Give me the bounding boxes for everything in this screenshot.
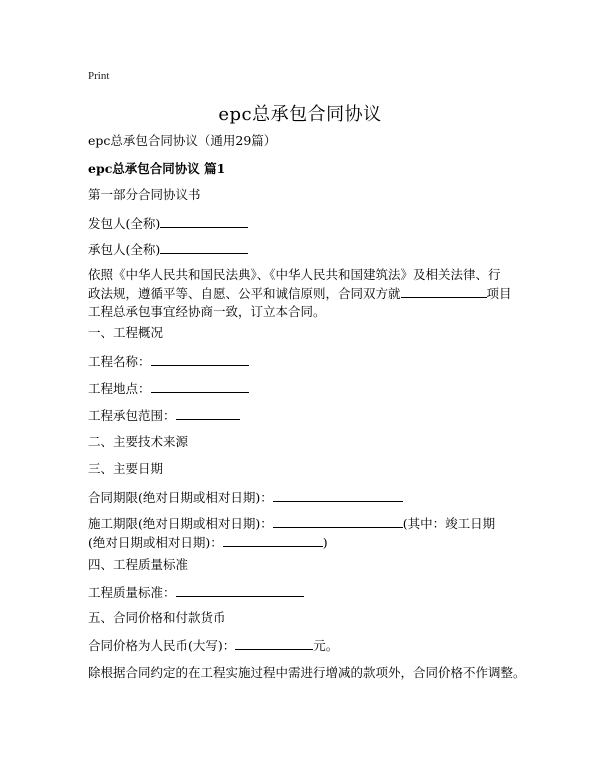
section-4-heading: 四、工程质量标准	[88, 557, 189, 572]
contract-price-line	[88, 636, 338, 655]
contract-period-line	[88, 488, 403, 507]
section-2-heading: 二、主要技术来源	[88, 434, 189, 449]
quality-standard-blank	[176, 583, 304, 597]
contractor-line	[88, 240, 248, 259]
contract-price-label: 合同价格为人民币(大写)：	[88, 638, 236, 653]
contract-period-label: 合同期限(绝对日期或相对日期)：	[88, 490, 273, 505]
contract-price-unit: 元。	[313, 638, 339, 653]
contractor-blank	[160, 240, 248, 254]
part-one-heading: 第一部分合同协议书	[88, 187, 201, 202]
intro-paragraph	[88, 266, 512, 321]
project-scope-label: 工程承包范围：	[88, 408, 176, 423]
project-name-line	[88, 352, 249, 371]
construction-period-paragraph	[88, 514, 512, 552]
construction-period-label: 施工期限(绝对日期或相对日期)：	[88, 516, 273, 531]
employer-blank	[160, 214, 248, 228]
section-1-heading: 一、工程概况	[88, 325, 164, 340]
employer-line	[88, 214, 248, 233]
project-scope-line	[88, 406, 240, 425]
contract-price-blank	[235, 636, 313, 650]
intro-text-b: 项目工程总承包事宜经协商一致，订立本合同。	[88, 286, 512, 319]
project-location-line	[88, 379, 249, 398]
section-heading: epc总承包合同协议 篇1	[88, 161, 226, 176]
project-blank	[401, 284, 487, 298]
construction-period-blank	[273, 514, 403, 528]
project-location-label: 工程地点：	[88, 381, 151, 396]
document-subtitle: epc总承包合同协议（通用29篇）	[88, 133, 277, 148]
price-adjustment-paragraph: 除根据合同约定的在工程实施过程中需进行增减的款项外，合同价格不作调整。	[88, 665, 526, 680]
project-name-blank	[151, 352, 249, 366]
intro-text-a: 依照《中华人民共和国民法典》、《中华人民共和国建筑法》及相关法律、行政法规，遵循平等、自愿、公平和诚信原则，合同双方就	[88, 267, 501, 301]
contractor-label: 承包人(全称)	[88, 242, 161, 257]
print-link[interactable]: Print	[88, 70, 110, 82]
project-location-blank	[151, 379, 249, 393]
completion-date-blank	[223, 533, 323, 547]
quality-standard-line	[88, 583, 304, 602]
section-5-heading: 五、合同价格和付款货币	[88, 610, 226, 625]
employer-label: 发包人(全称)	[88, 216, 161, 231]
completion-date-close: )	[322, 535, 328, 550]
project-name-label: 工程名称：	[88, 354, 151, 369]
document-title: epc总承包合同协议	[218, 104, 382, 125]
quality-standard-label: 工程质量标准：	[88, 585, 176, 600]
completion-date-label: (其中：竣工日期(绝对日期或相对日期)：	[88, 516, 496, 550]
section-3-heading: 三、主要日期	[88, 461, 164, 476]
contract-period-blank	[273, 488, 403, 502]
project-scope-blank	[176, 406, 240, 420]
